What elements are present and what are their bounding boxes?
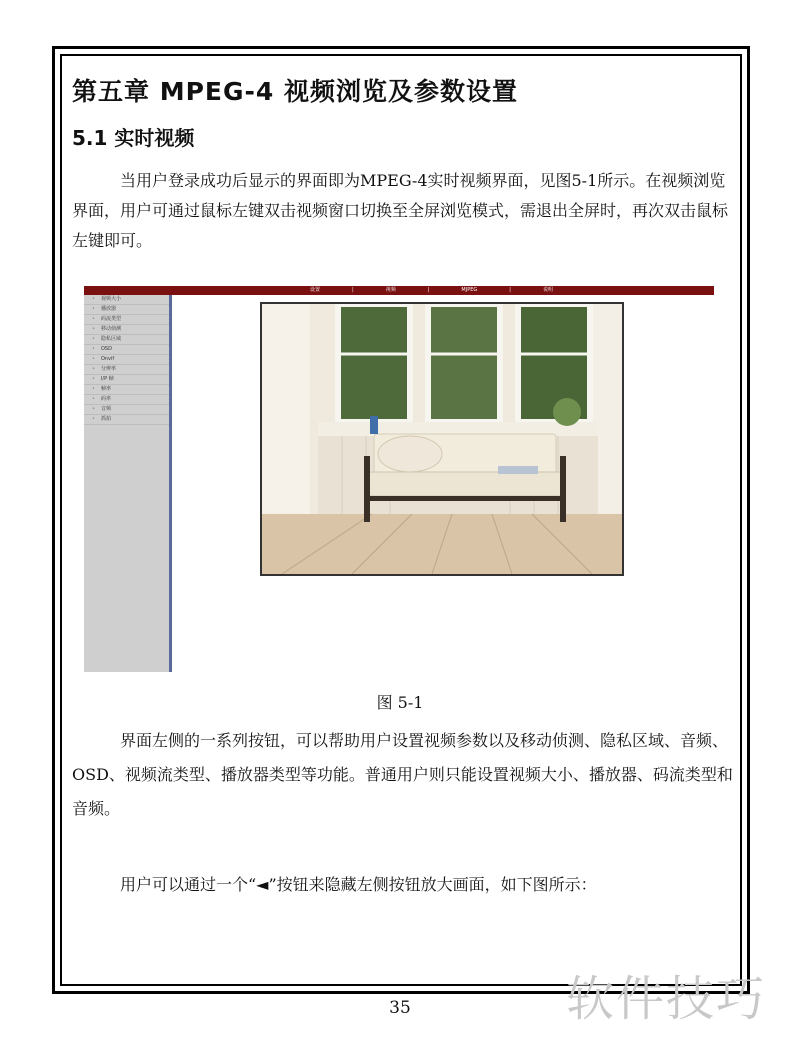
figure-nav-item: 视频 (385, 287, 396, 293)
figure-nav-separator: | (427, 287, 430, 293)
figure-nav-separator: | (509, 287, 511, 293)
intro-paragraph: 当用户登录成功后显示的界面即为MPEG-4实时视频界面，见图5-1所示。在视频浏览界面，用户可通过鼠标左键双击视频窗口切换至全屏浏览模式，需退出全屏时，再次双击鼠标左键即可。 (72, 171, 729, 250)
page-number: 35 (389, 998, 411, 1018)
figure-sidebar-item: • Onvif (84, 355, 169, 365)
figure-nav-separator: | (352, 287, 354, 293)
figure-nav-items (294, 286, 569, 295)
figure-sidebar-item: • 播放器 (84, 305, 169, 315)
figure-sidebar-item: • I/P 帧 (84, 375, 169, 385)
figure-screenshot (84, 286, 714, 672)
figure-sidebar-item: • OSD (84, 345, 169, 355)
description-paragraph: 界面左侧的一系列按钮，可以帮助用户设置视频参数以及移动侦测、隐私区域、音频、OSD、视频流类型、播放器类型等功能。普通用户则只能设置视频大小、播放器、码流类型和音频。 (72, 731, 733, 818)
figure-nav-item: 说明 (542, 287, 553, 293)
figure-video-window (260, 302, 624, 576)
figure-sidebar-item: • 隐私区域 (84, 335, 169, 345)
figure-top-nav-bar (84, 286, 714, 295)
figure-sidebar-item: • 帧率 (84, 385, 169, 395)
figure-sidebar-item: • 分辨率 (84, 365, 169, 375)
figure-sidebar-item: • 码率 (84, 395, 169, 405)
figure-nav-item: MJPEG (461, 287, 478, 293)
section-title: 5.1 实时视频 (72, 126, 195, 150)
figure-sidebar-item: • 码流类型 (84, 315, 169, 325)
figure-nav-item: 设置 (310, 287, 321, 293)
figure-sidebar-item: • 音频 (84, 405, 169, 415)
figure-caption: 图 5-1 (376, 693, 424, 712)
hide-button-paragraph: 用户可以通过一个“◄”按钮来隐藏左侧按钮放大画面，如下图所示： (120, 875, 597, 894)
figure-sidebar-item: • 抓拍 (84, 415, 169, 425)
figure-sidebar (84, 295, 172, 672)
figure-sidebar-item: • 移动侦测 (84, 325, 169, 335)
chapter-title: 第五章 MPEG-4 视频浏览及参数设置 (72, 77, 518, 106)
room-photo-illustration (262, 304, 622, 574)
figure-sidebar-item: • 视频大小 (84, 295, 169, 305)
watermark: 软件技巧 (566, 971, 767, 1027)
